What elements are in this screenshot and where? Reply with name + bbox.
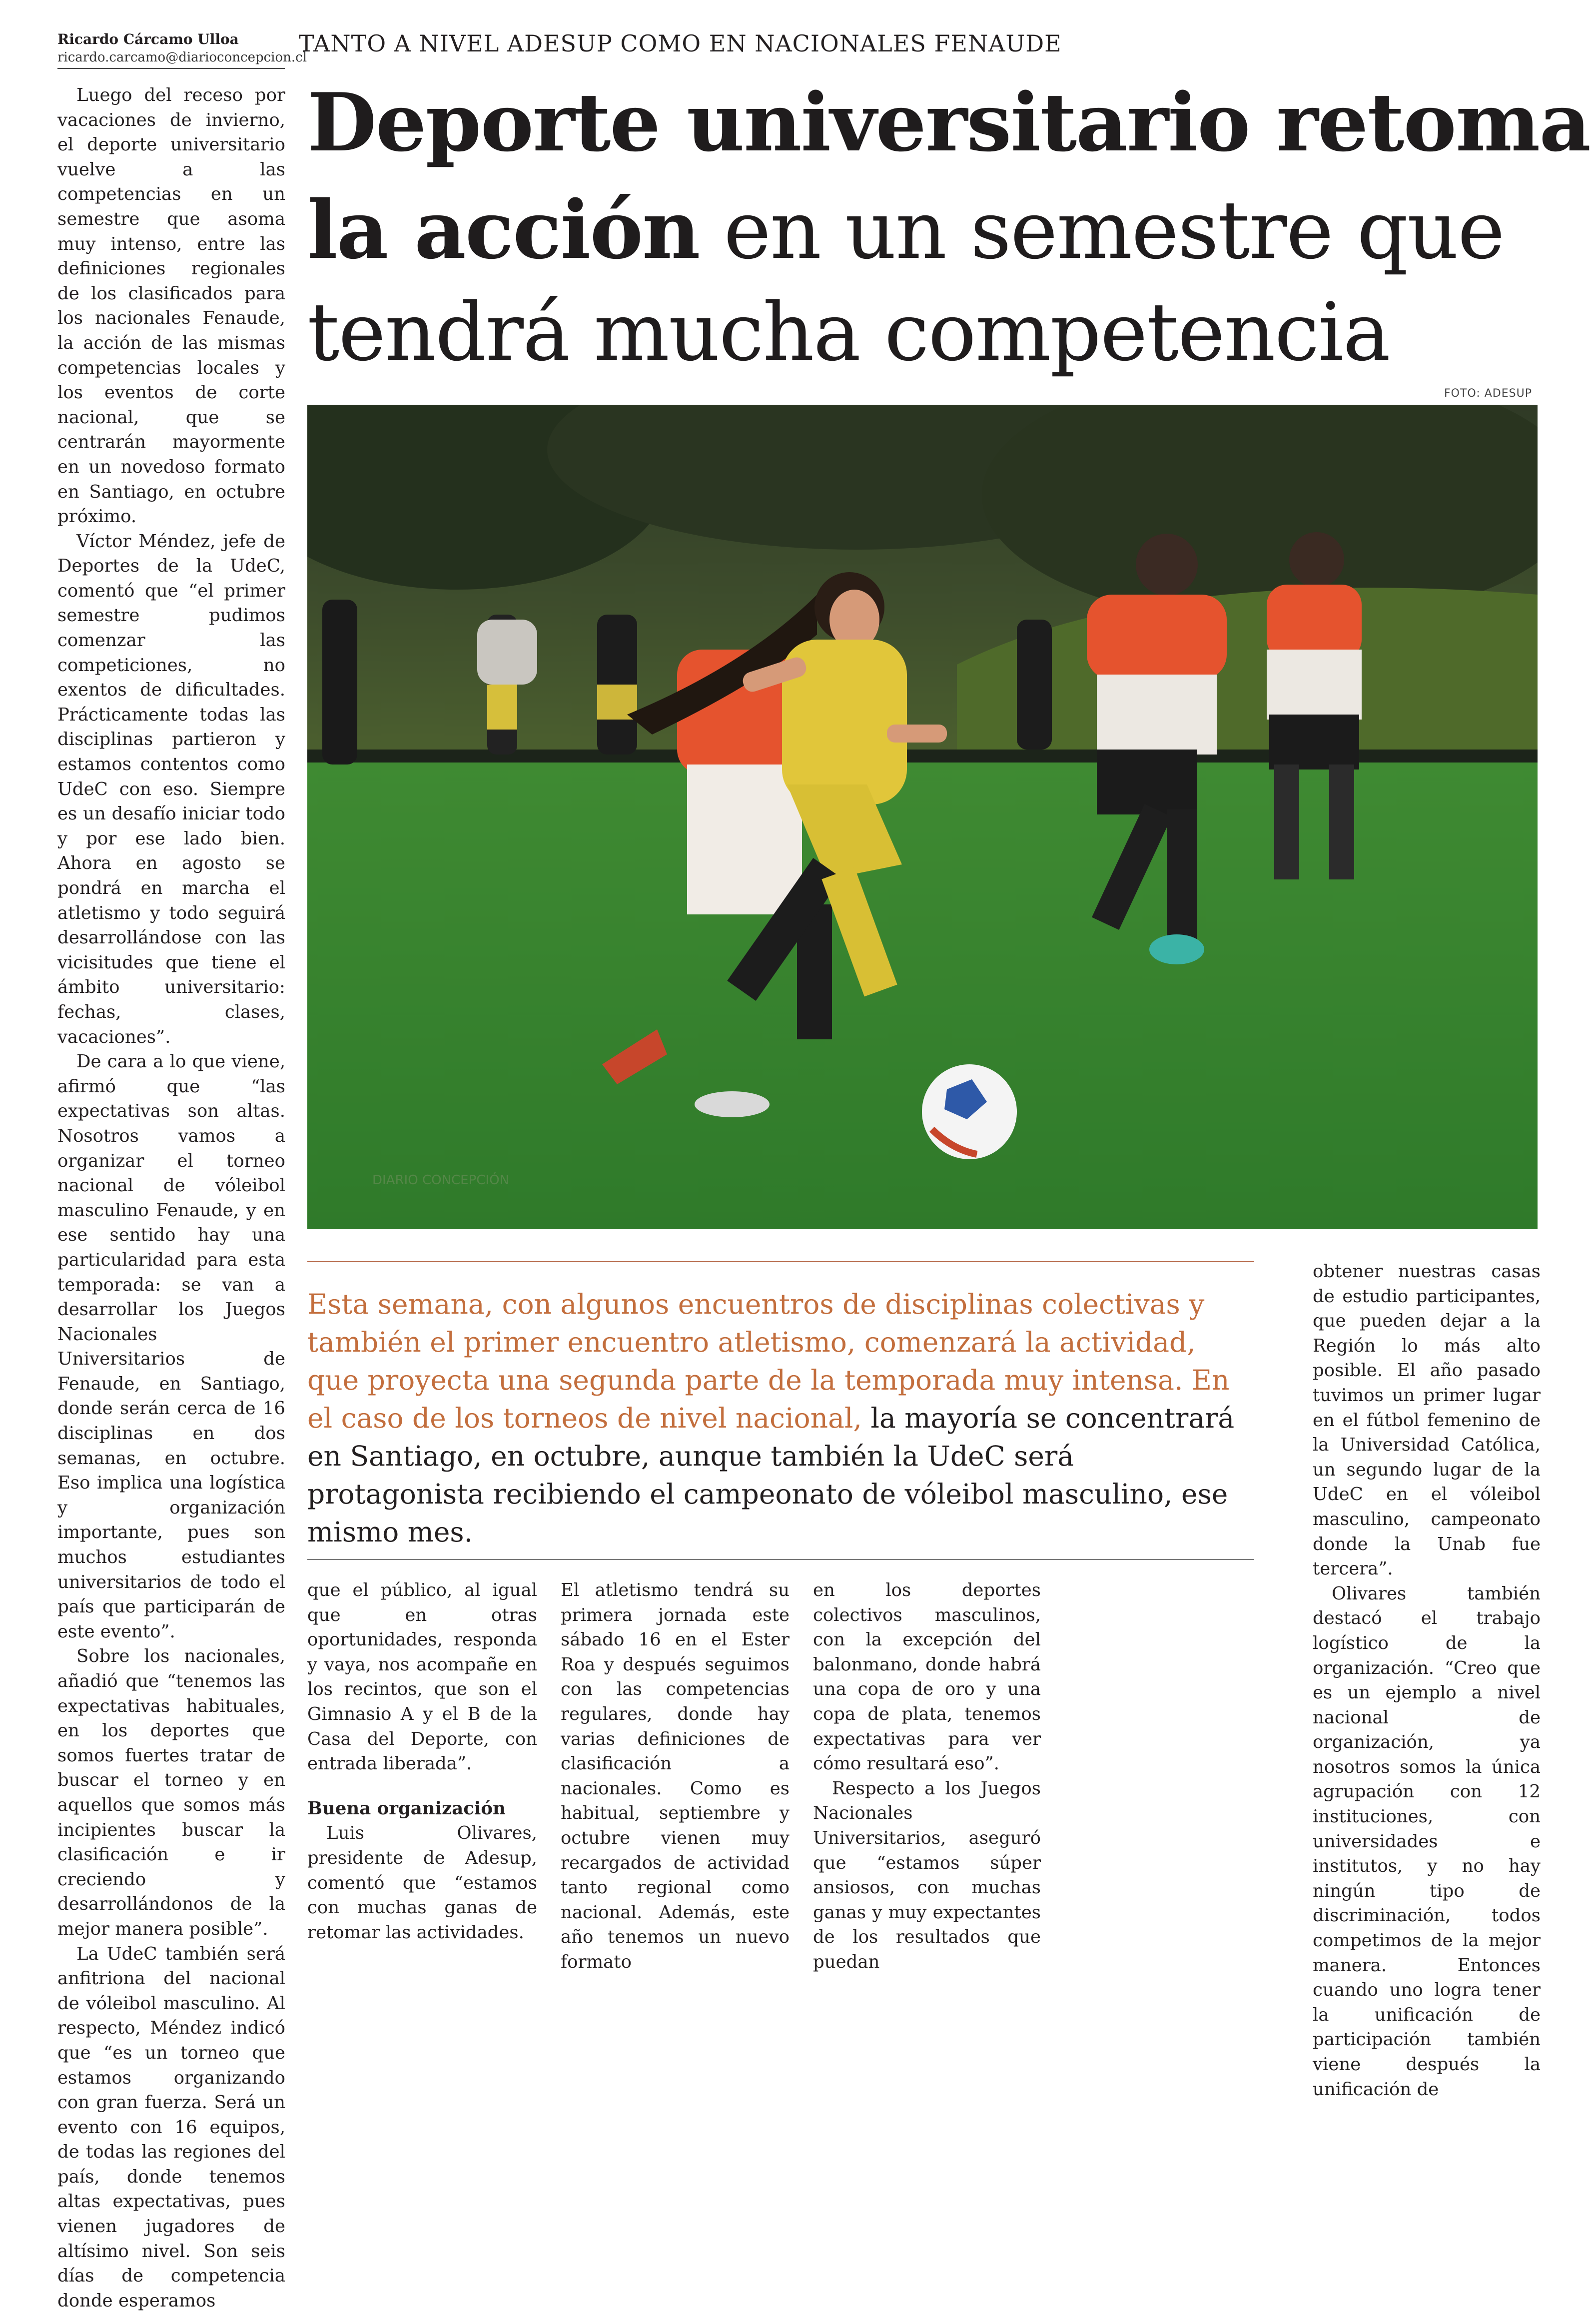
paragraph: Luis Olivares, presidente de Adesup, comentó que “estamos con muchas ganas de retomar las actividades. (307, 1823, 537, 1943)
headline-line-2 (307, 183, 1504, 277)
headline-regular-part: en un semestre que (699, 183, 1504, 277)
soccer-photo (307, 405, 1538, 1229)
paragraph: Sobre los nacionales, añadió que “tenemos las expectativas habituales, en los deportes que somos fuertes tratar de buscar el torneo y en aquellos que somos más incipientes buscar la clasificación e ir creciendo y desarrollándonos de la mejor manera posible”. (57, 1646, 285, 1939)
photo-credit: FOTO: ADESUP (1444, 387, 1532, 400)
body-column-c (813, 1578, 1041, 1975)
headline-bold-part: la acción (307, 183, 700, 277)
paragraph: en los deportes colectivos masculinos, con la excepción del balonmano, donde habrá una copa de oro y una copa de plata, tenemos expectativas para ver cómo resultará eso”. (813, 1580, 1041, 1774)
photo-watermark: DIARIO CONCEPCIÓN (372, 1173, 510, 1188)
pull-quote-rest: la mayoría se concentrará en Santiago, en octubre, aunque también la UdeC será protagonista recibiendo el campeonato de vóleibol masculino, ese mismo mes. (307, 1402, 1235, 1548)
paragraph: que el público, al igual que en otras oportunidades, responda y vaya, nos acompañe en los recintos, que son el Gimnasio A y el B de la Casa del Deporte, con entrada liberada”. (307, 1580, 537, 1774)
paragraph: Olivares también destacó el trabajo logístico de la organización. “Creo que es un ejemplo a nivel nacional de organización, ya nosotros somos la única agrupación con 12 instituciones, con universidades e institutos, y no hay ningún tipo de discriminación, todos competimos de la mejor manera. Entonces cuando uno logra tener la unificación de participación también viene después la unificación de (1313, 1583, 1541, 2100)
paragraph: Víctor Méndez, jefe de Deportes de la UdeC, comentó que “el primer semestre pudimos comenzar las competiciones, no exentos de dificultades. Prácticamente todas las disciplinas partieron y estamos contentos como UdeC con eso. Siempre es un desafío iniciar todo y por ese lado bien. Ahora en agosto se pondrá en marcha el atletismo y todo seguirá desarrollándose con las vicisitudes que tiene el ámbito universitario: fechas, clases, vacaciones”. (57, 531, 285, 1047)
quote-bottom-rule (307, 1559, 1254, 1560)
body-column-b (561, 1578, 790, 1975)
body-column-right (1313, 1259, 1541, 2102)
body-column-left (57, 83, 285, 2313)
byline-divider (57, 68, 285, 69)
paragraph: El atletismo tendrá su primera jornada este sábado 16 en el Ester Roa y después seguimos con las competencias regulares, donde hay varias definiciones de clasificación a nacionales. Como es habitual, septiembre y octubre vienen muy recargados de actividad tanto regional como nacional. Además, este año tenemos un nuevo formato (561, 1580, 790, 1972)
body-column-a (307, 1578, 537, 1945)
paragraph: Luego del receso por vacaciones de invierno, el deporte universitario vuelve a las competencias en un semestre que asoma muy intenso, entre las definiciones regionales de los clasificados para los nacionales Fenaude, la acción de las mismas competencias locales y los eventos de corte nacional, que se centrarán mayormente en un novedoso formato en Santiago, en octubre próximo. (57, 85, 285, 527)
paragraph: De cara a lo que viene, afirmó que “las expectativas son altas. Nosotros vamos a organizar el torneo nacional de vóleibol masculino Fenaude, y en ese sentido hay una particularidad para esta temporada: se van a desarrollar los Juegos Nacionales Universitarios de Fenaude, en Santiago, donde serán cerca de 16 disciplinas en dos semanas, en octubre. Eso implica una logística y organización importante, pues son muchos estudiantes universitarios de todo el país que participarán de este evento”. (57, 1051, 285, 1642)
headline-line-1: Deporte universitario retoma (307, 75, 1590, 169)
paragraph: La UdeC también será anfitriona del nacional de vóleibol masculino. Al respecto, Méndez indicó que “es un torneo que estamos organizando con gran fuerza. Será un evento con 16 equipos, de todas las regiones del país, donde tenemos altas expectativas, pues vienen jugadores de altísimo nivel. Son seis días de competencia donde esperamos (57, 1943, 285, 2311)
paragraph: Respecto a los Juegos Nacionales Universitarios, aseguró que “estamos súper ansiosos, con muchas ganas y muy expectantes de los resultados que puedan (813, 1778, 1041, 1972)
author-email[interactable]: ricardo.carcamo@diarioconcepcion.cl (57, 50, 307, 65)
kicker: TANTO A NIVEL ADESUP COMO EN NACIONALES FENAUDE (299, 30, 1062, 57)
section-subhead: Buena organización (307, 1798, 506, 1819)
quote-top-rule (307, 1261, 1254, 1262)
pull-quote-highlight: Esta semana, con algunos encuentros de disciplinas colectivas y también el primer encuentro atletismo, comenzará la actividad, que proyecta una segunda parte de la temporada muy intensa. En el caso de los torneos de nivel nacional, (307, 1288, 1230, 1434)
headline-line-3: tendrá mucha competencia (307, 285, 1390, 379)
author-name: Ricardo Cárcamo Ulloa (57, 31, 239, 47)
pull-quote (307, 1285, 1254, 1551)
paragraph: obtener nuestras casas de estudio participantes, que pueden dejar a la Región lo más alto posible. El año pasado tuvimos un primer lugar en el fútbol femenino de la Universidad Católica, un segundo lugar de la UdeC en el vóleibol masculino, campeonato donde la Unab fue tercera”. (1313, 1261, 1541, 1579)
